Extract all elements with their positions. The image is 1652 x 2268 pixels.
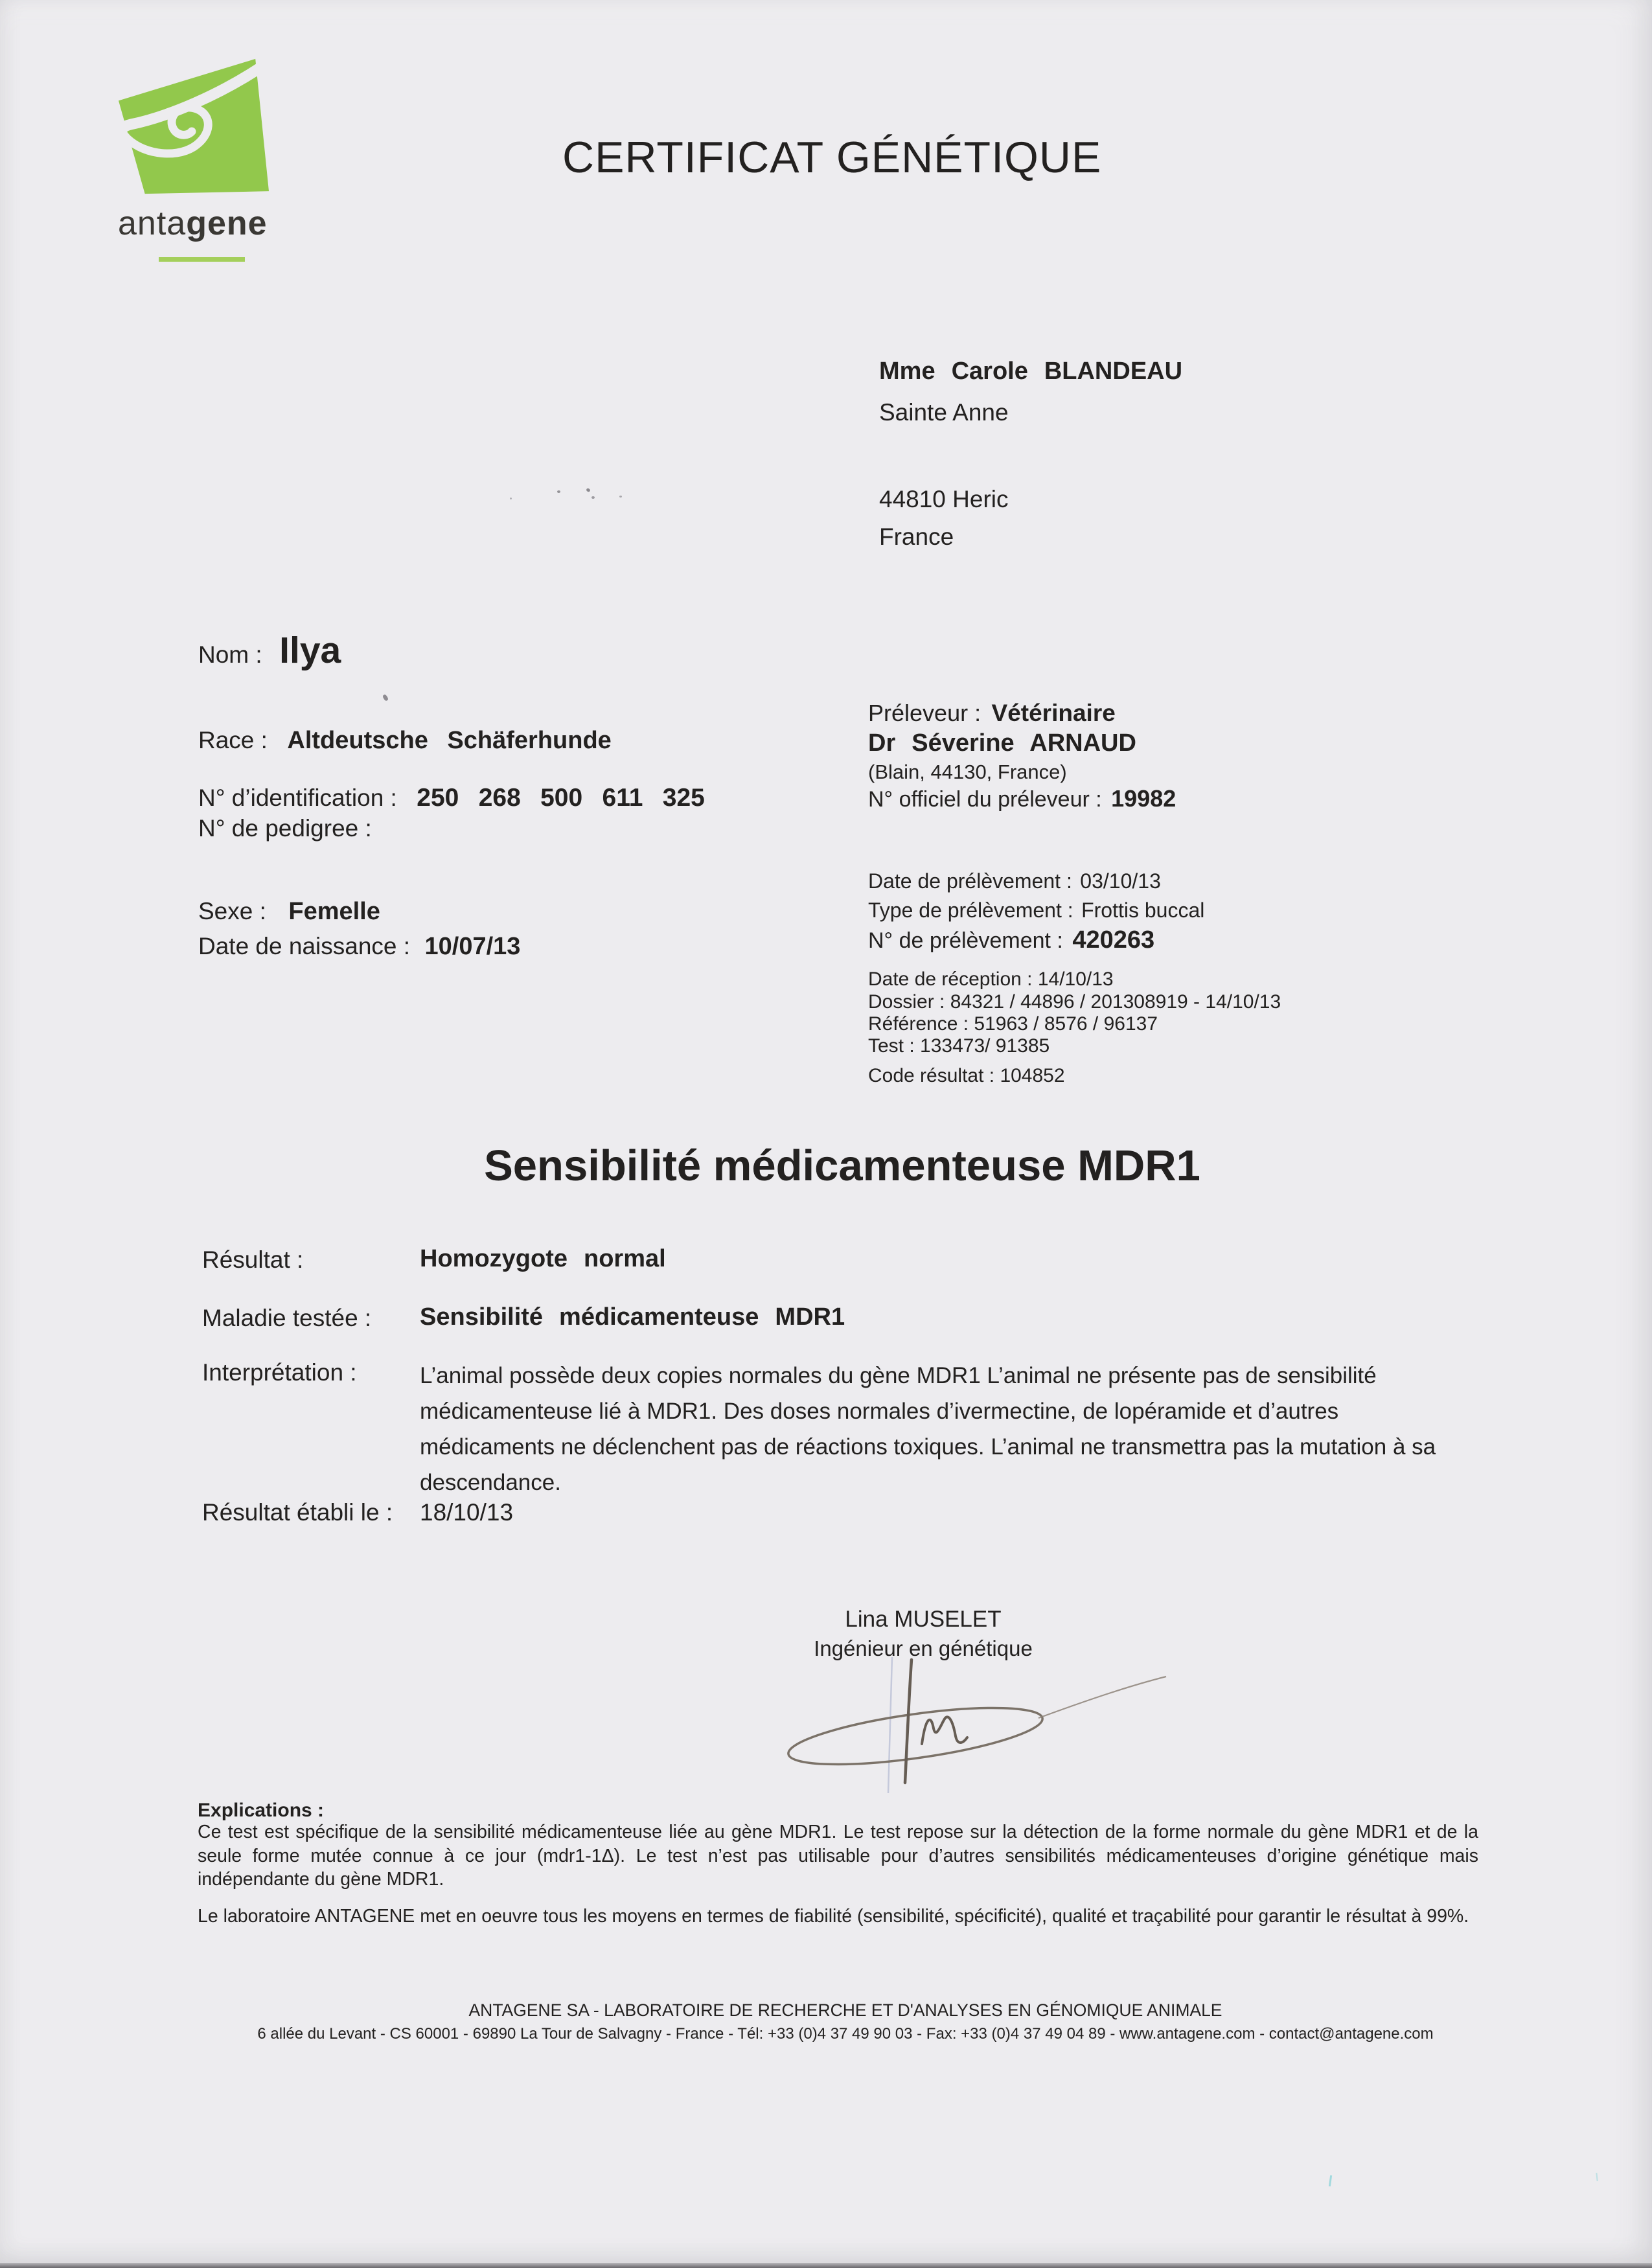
preleveur-officiel-label: N° officiel du préleveur : [868,787,1102,812]
preleveur-type: Vétérinaire [991,700,1116,726]
sexe-label: Sexe : [198,898,266,924]
scan-speck [586,488,591,492]
recipient-line2: Sainte Anne [879,399,1009,426]
brand-bold: gene [186,205,268,242]
interpretation-text: L’animal possède deux copies normales du gène MDR1 L’animal ne présente pas de sensibilité médicamenteuse lié à MDR1. Des doses normales d’ivermectine, de lopéramide et d’autres médicaments ne déclenchent pas de réactions toxiques. L’animal ne transmettra pas la mutation à sa descendance. [420,1363,1436,1495]
etabli-value: 18/10/13 [420,1499,514,1526]
dossier-code-resultat: Code résultat : 104852 [868,1065,1065,1086]
brand-underline [159,257,245,262]
type-prelevement-label: Type de prélèvement : [868,899,1073,922]
test-title: Sensibilité médicamenteuse MDR1 [484,1141,1200,1190]
explications-title: Explications : [198,1800,325,1821]
row-identification [198,784,705,813]
pedigree-label: N° de pedigree : [198,815,372,842]
interpretation-label: Interprétation : [202,1359,357,1386]
brand-light: anta [118,205,187,242]
signature-icon [742,1645,1215,1807]
preleveur-lieu: (Blain, 44130, France) [868,761,1067,783]
resultat-label: Résultat : [202,1246,304,1273]
scan-speck [619,496,622,498]
maladie-value: Sensibilité médicamenteuse MDR1 [420,1303,845,1331]
type-prelevement-value: Frottis buccal [1081,899,1205,922]
row-nom [198,630,341,672]
nom-value: Ilya [279,630,341,671]
explications-para1: Ce test est spécifique de la sensibilité médicamenteuse liée au gène MDR1. Le test repose sur la détection de la forme normale du gène MDR1 et de la seule forme mutée connue à ce jour (mdr1-1Δ). Le test n’est pas utilisable pour d’autres sensibilités médicamenteuses d’origine génétique mais indépendante du gène MDR1. [198,1822,1478,1890]
date-prelevement-label: Date de prélèvement : [868,869,1072,893]
row-race [198,727,612,755]
num-prelevement-label: N° de prélèvement : [868,928,1063,953]
footer-company-line: ANTAGENE SA - LABORATOIRE DE RECHERCHE ET D'ANALYSES EN GÉNOMIQUE ANIMALE [468,2000,1222,2020]
row-pedigree [198,815,372,843]
recipient-name: Mme Carole BLANDEAU [879,358,1183,385]
sexe-value: Femelle [288,898,380,925]
dossier-dossier: Dossier : 84321 / 44896 / 201308919 - 14/10/13 [868,991,1281,1013]
scan-fiber [1596,2173,1598,2181]
row-num-prelevement [868,926,1154,955]
maladie-label: Maladie testée : [202,1305,372,1331]
explications-para2: Le laboratoire ANTAGENE met en oeuvre tous les moyens en termes de fiabilité (sensibilité, spécificité), qualité et traçabilité pour garantir le résultat à 99%. [198,1906,1469,1927]
footer-address-line: 6 allée du Levant - CS 60001 - 69890 La Tour de Salvagny - France - Tél: +33 (0)4 37 49 90 03 - Fax: +33 (0)4 37 49 04 89 - www.antagene.com - contact@antagene.com [257,2025,1434,2043]
etabli-label: Résultat établi le : [202,1499,393,1526]
row-type-prelevement [868,899,1204,922]
scanner-edge-shadow [0,2263,1652,2268]
dossier-test: Test : 133473/ 91385 [868,1035,1050,1057]
recipient-postal-city: 44810 Heric [879,486,1009,512]
resultat-value: Homozygote normal [420,1245,666,1272]
scan-speck [557,490,560,493]
preleveur-nom: Dr Séverine ARNAUD [868,729,1136,757]
brand-wordmark [118,205,268,244]
preleveur-label: Préleveur : [868,700,981,726]
naissance-label: Date de naissance : [198,933,411,959]
scan-speck [382,694,389,702]
row-date-prelevement [868,869,1161,893]
dossier-reference: Référence : 51963 / 8576 / 96137 [868,1013,1158,1035]
row-sexe [198,898,380,926]
antagene-logo-icon [118,57,269,200]
dossier-reception: Date de réception : 14/10/13 [868,968,1114,990]
naissance-value: 10/07/13 [424,933,521,960]
signatory-role: Ingénieur en génétique [814,1636,1033,1660]
preleveur-officiel-value: 19982 [1111,785,1176,812]
row-naissance [198,933,520,961]
nom-label: Nom : [198,641,262,668]
scan-speck [591,496,595,499]
scan-fiber [1329,2175,1332,2186]
num-prelevement-value: 420263 [1072,926,1155,954]
scan-speck [510,498,512,499]
identification-value: 250 268 500 611 325 [417,784,705,812]
date-prelevement-value: 03/10/13 [1080,869,1161,893]
race-label: Race : [198,727,268,753]
signatory-name: Lina MUSELET [845,1607,1002,1632]
race-value: Altdeutsche Schäferhunde [287,727,612,754]
row-preleveur [868,700,1116,727]
identification-label: N° d’identification : [198,785,397,811]
recipient-country: France [879,523,954,550]
row-preleveur-officiel [868,785,1176,812]
certificate-title: CERTIFICAT GÉNÉTIQUE [562,133,1102,182]
